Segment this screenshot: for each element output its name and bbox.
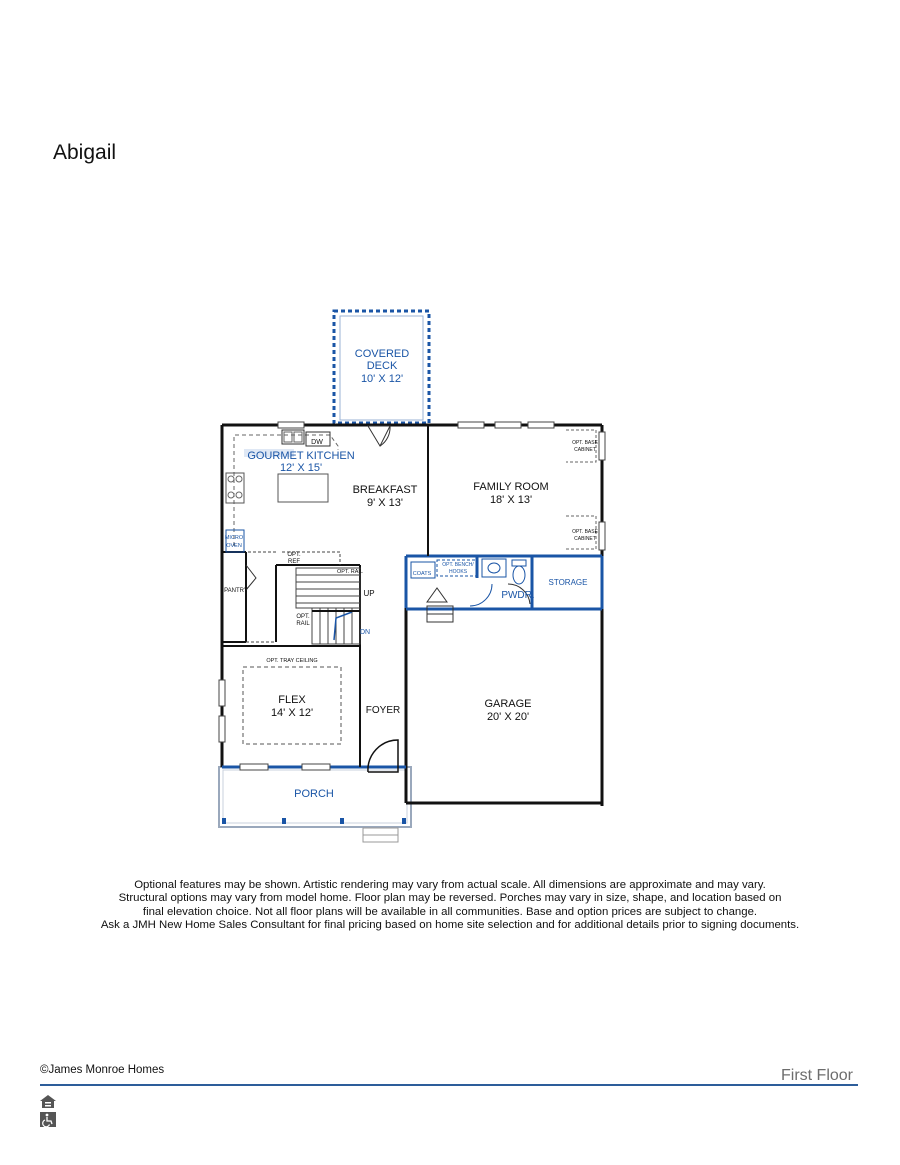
opt-bench-label-2: HOOKS xyxy=(448,569,468,575)
opt-base-cabinet-top-1: OPT. BASE xyxy=(572,440,598,446)
stairs-down-label: DN xyxy=(359,629,371,636)
disclaimer-line-4: Ask a JMH New Home Sales Consultant for final pricing based on home site selection and for additional details prior to signing documents. xyxy=(100,919,800,932)
disclaimer xyxy=(60,879,840,933)
family-room-label: FAMILY ROOM xyxy=(473,481,549,493)
porch-label: PORCH xyxy=(294,788,334,800)
micro-oven-label-1: MICRO xyxy=(224,535,244,541)
opt-base-cabinet-bottom-2: CABINET xyxy=(574,536,596,542)
micro-oven-label-2: OVEN xyxy=(226,543,242,549)
kitchen-label: GOURMET KITCHEN xyxy=(247,450,355,462)
breakfast-label: BREAKFAST xyxy=(352,484,418,496)
pantry-door xyxy=(246,565,256,590)
powder-label: PWDR. xyxy=(501,590,535,601)
disclaimer-line-2: Structural options may vary from model home. Floor plan may be reversed. Porches may vary in size, shape, and location based on xyxy=(118,892,782,905)
disclaimer-line-1: Optional features may be shown. Artistic rendering may vary from actual scale. All dimensions are approximate and may vary. xyxy=(134,879,766,891)
opt-rail-left-label-2: RAIL xyxy=(296,621,310,627)
covered-deck-size: 10' X 12' xyxy=(360,373,404,385)
covered-deck-label-2: DECK xyxy=(366,360,398,372)
garage-size: 20' X 20' xyxy=(486,711,530,723)
stairs-up-label: UP xyxy=(363,589,375,598)
opt-base-cabinet-bottom-1: OPT. BASE xyxy=(572,529,598,535)
garage-label: GARAGE xyxy=(484,698,532,710)
pantry-label: PANTRY xyxy=(224,588,248,594)
footer-rule xyxy=(40,1084,858,1086)
opt-base-cabinet-top-2: CABINET xyxy=(574,447,596,453)
dishwasher-label: DW xyxy=(311,439,323,446)
floor-name: First Floor xyxy=(781,1067,853,1084)
porch xyxy=(219,767,411,842)
plan-title: Abigail xyxy=(53,141,117,164)
flex-label: FLEX xyxy=(278,694,306,706)
breakfast-size: 9' X 13' xyxy=(366,497,404,509)
opt-tray-ceiling-label: OPT. TRAY CEILING xyxy=(266,658,318,664)
opt-bench-label-1: OPT. BENCH/ xyxy=(442,562,474,568)
flex-size: 14' X 12' xyxy=(270,707,314,719)
storage-label: STORAGE xyxy=(548,578,588,587)
opt-ref-label-2: REF xyxy=(288,559,300,565)
opt-rail-left-label-1: OPT. xyxy=(296,614,310,620)
kitchen-fixtures xyxy=(226,430,338,552)
covered-deck-label-1: COVERED xyxy=(354,348,410,360)
disclaimer-line-3: final elevation choice. Not all floor plans will be available in all communities. Base and option prices are subject to change. xyxy=(142,905,758,918)
kitchen-size: 12' X 15' xyxy=(279,462,323,474)
opt-ref-label-1: OPT. xyxy=(287,552,301,558)
foyer-label: FOYER xyxy=(365,705,401,716)
copyright: ©James Monroe Homes xyxy=(40,1064,165,1076)
accessibility-icon xyxy=(39,1112,57,1127)
equal-housing-icon xyxy=(39,1094,57,1109)
deck-door xyxy=(368,426,390,446)
opt-rail-top-label: OPT. RAIL xyxy=(337,569,363,575)
family-room-size: 18' X 13' xyxy=(489,494,533,506)
coats-label: COATS xyxy=(412,571,432,577)
